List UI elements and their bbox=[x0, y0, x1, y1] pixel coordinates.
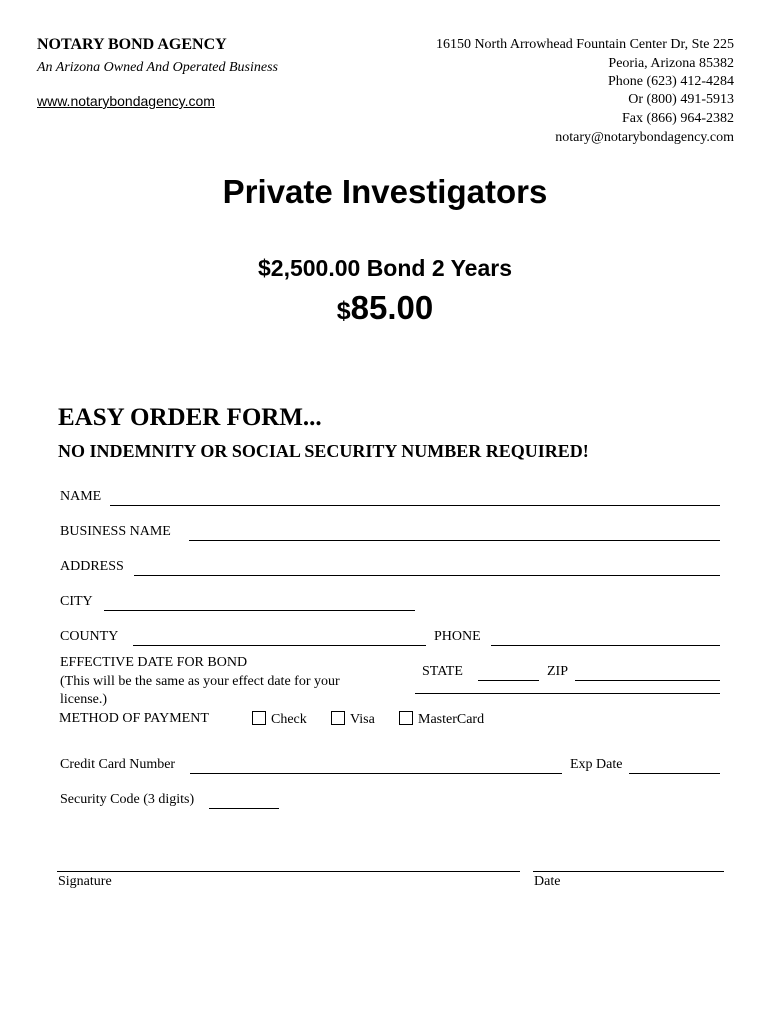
exp-date-label: Exp Date bbox=[570, 757, 623, 772]
signature-label: Signature bbox=[58, 874, 112, 889]
address-field[interactable] bbox=[134, 575, 720, 576]
address-phone: Phone (623) 412-4284 bbox=[608, 74, 734, 89]
payment-mastercard-option[interactable] bbox=[399, 711, 484, 728]
price-amount: 85.00 bbox=[350, 289, 434, 326]
payment-check-option[interactable] bbox=[252, 711, 307, 728]
state-field[interactable] bbox=[478, 680, 539, 681]
date-field[interactable] bbox=[533, 871, 724, 872]
county-field[interactable] bbox=[133, 645, 426, 646]
agency-tagline: An Arizona Owned And Operated Business bbox=[37, 60, 278, 75]
effective-date-field[interactable] bbox=[415, 693, 720, 694]
state-label: STATE bbox=[422, 664, 463, 679]
credit-card-label: Credit Card Number bbox=[60, 757, 176, 772]
visa-checkbox[interactable] bbox=[331, 711, 345, 725]
security-code-label: Security Code (3 digits) bbox=[60, 792, 195, 807]
city-field[interactable] bbox=[104, 610, 415, 611]
bond-line: $2,500.00 Bond 2 Years bbox=[257, 255, 513, 281]
website-link[interactable]: www.notarybondagency.com bbox=[37, 93, 215, 109]
exp-date-field[interactable] bbox=[629, 773, 720, 774]
agency-name: NOTARY BOND AGENCY bbox=[37, 36, 227, 53]
form-subheading: NO INDEMNITY OR SOCIAL SECURITY NUMBER REQUIRED! bbox=[58, 441, 589, 461]
address-street: 16150 North Arrowhead Fountain Center Dr, Ste 225 bbox=[435, 37, 734, 52]
price bbox=[0, 289, 770, 327]
credit-card-field[interactable] bbox=[190, 773, 562, 774]
effective-date-note: (This will be the same as your effect date for your bbox=[60, 674, 340, 689]
security-code-field[interactable] bbox=[209, 808, 279, 809]
address-alt-phone: Or (800) 491-5913 bbox=[628, 92, 734, 107]
price-symbol: $ bbox=[336, 297, 351, 325]
zip-field[interactable] bbox=[575, 680, 720, 681]
phone-field[interactable] bbox=[491, 645, 720, 646]
mastercard-label: MasterCard bbox=[418, 712, 485, 727]
page-title: Private Investigators bbox=[222, 173, 548, 210]
check-label: Check bbox=[271, 712, 307, 727]
effective-date-label: EFFECTIVE DATE FOR BOND bbox=[60, 655, 248, 670]
effective-date-note-cont: license.) bbox=[60, 692, 108, 707]
signature-field[interactable] bbox=[57, 871, 520, 872]
name-label: NAME bbox=[60, 489, 102, 504]
business-name-label: BUSINESS NAME bbox=[60, 524, 171, 539]
payment-visa-option[interactable] bbox=[331, 711, 375, 728]
address-label: ADDRESS bbox=[60, 559, 124, 574]
mastercard-checkbox[interactable] bbox=[399, 711, 413, 725]
visa-label: Visa bbox=[350, 712, 375, 727]
phone-label: PHONE bbox=[434, 629, 481, 644]
city-label: CITY bbox=[60, 594, 93, 609]
business-name-field[interactable] bbox=[189, 540, 720, 541]
address-city: Peoria, Arizona 85382 bbox=[608, 56, 734, 71]
form-heading: EASY ORDER FORM... bbox=[58, 404, 322, 431]
zip-label: ZIP bbox=[547, 664, 568, 679]
check-checkbox[interactable] bbox=[252, 711, 266, 725]
address-email[interactable]: notary@notarybondagency.com bbox=[555, 130, 734, 145]
payment-method-label: METHOD OF PAYMENT bbox=[59, 711, 209, 726]
address-fax: Fax (866) 964-2382 bbox=[622, 111, 734, 126]
date-label: Date bbox=[534, 874, 561, 889]
name-field[interactable] bbox=[110, 505, 720, 506]
county-label: COUNTY bbox=[60, 629, 119, 644]
